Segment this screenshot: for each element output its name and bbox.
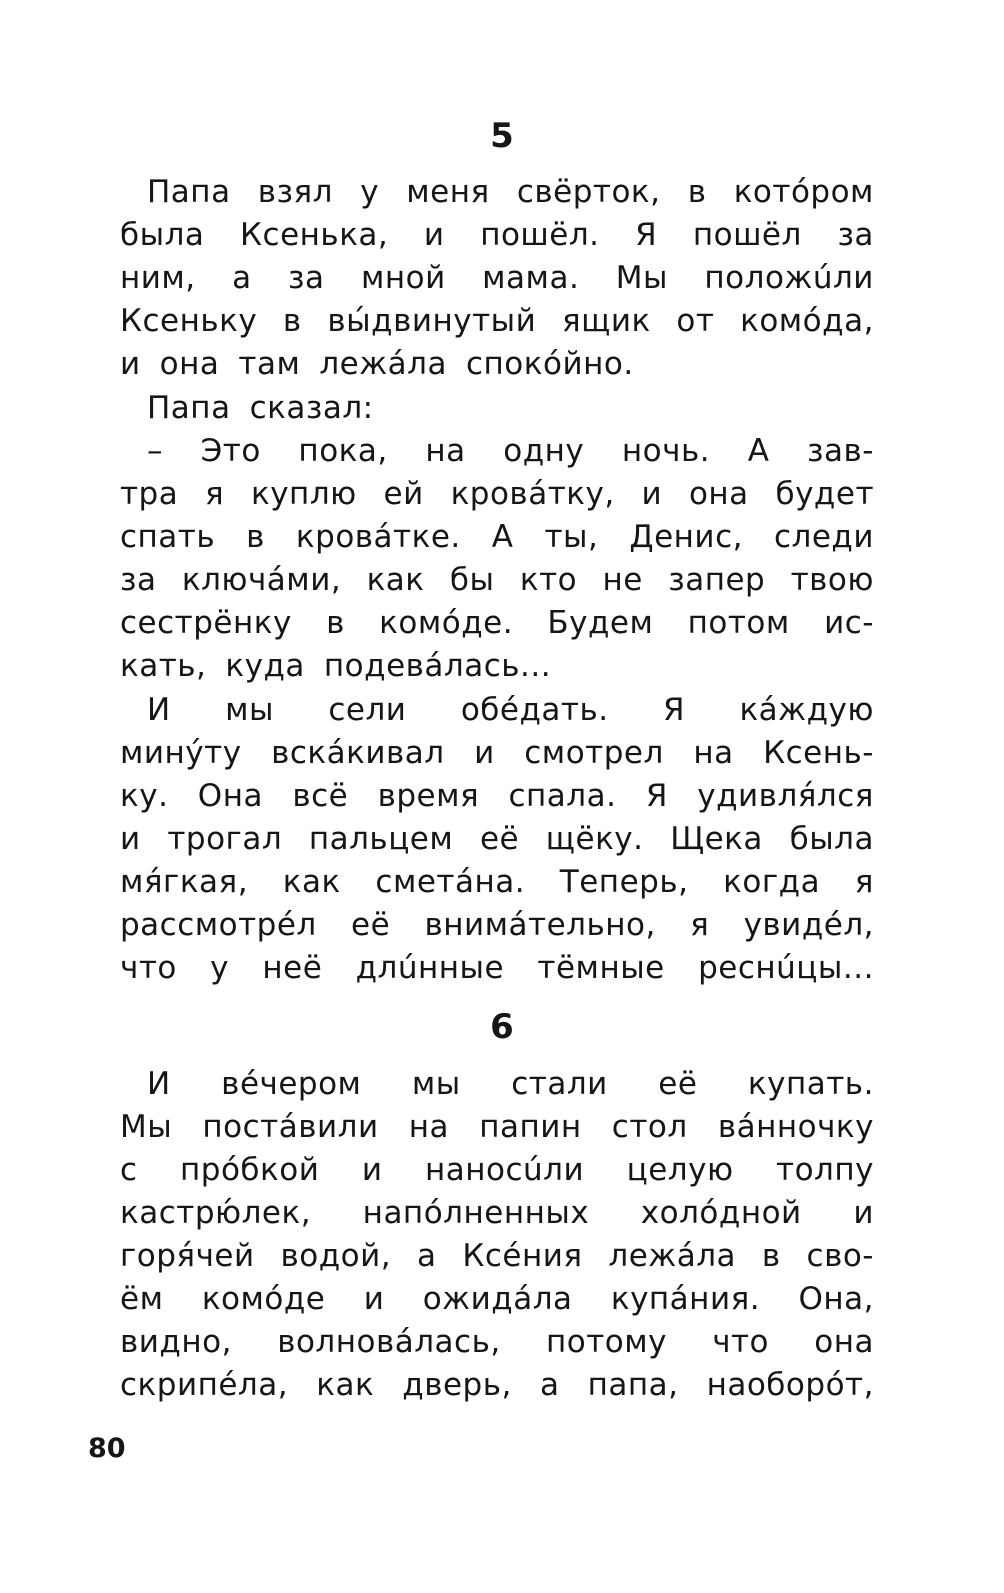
word: подевáлась... xyxy=(323,648,552,684)
word: пока, xyxy=(298,433,388,469)
word: кровáтку, xyxy=(450,476,615,512)
text-line xyxy=(120,1234,874,1278)
word: кто xyxy=(519,562,578,598)
word: в xyxy=(246,519,265,555)
text-line xyxy=(120,817,874,861)
word: на xyxy=(425,433,466,469)
word: спать xyxy=(120,519,216,555)
word: и xyxy=(120,346,141,382)
word: комóде xyxy=(201,1281,326,1317)
word: всё xyxy=(292,778,349,814)
text-line xyxy=(120,1105,874,1149)
word: свёрток, xyxy=(516,174,661,210)
word: скрипéла, xyxy=(120,1367,289,1403)
word: наобoрóт, xyxy=(706,1367,874,1403)
word: Ксéния xyxy=(462,1238,583,1274)
word: спала. xyxy=(508,778,617,814)
text-line xyxy=(120,1277,874,1321)
word: за xyxy=(120,562,157,598)
word: я xyxy=(690,907,710,943)
word: у xyxy=(360,174,380,210)
word: сестрёнку xyxy=(120,605,292,641)
word: Щека xyxy=(670,821,763,857)
word: мы xyxy=(411,1066,461,1102)
word: А xyxy=(491,519,514,555)
word: ём xyxy=(120,1281,164,1317)
text-line xyxy=(120,1363,874,1407)
word: обéдать. xyxy=(460,692,609,728)
word: котóром xyxy=(733,174,874,210)
text-line xyxy=(120,946,874,990)
word: длúнные xyxy=(355,950,505,986)
word: смотрел xyxy=(524,735,664,771)
word: папин xyxy=(479,1109,582,1145)
word: напóлненных xyxy=(362,1195,590,1231)
word: прóбкой xyxy=(180,1152,320,1188)
word: на xyxy=(693,735,734,771)
word: в xyxy=(326,605,345,641)
word: купать. xyxy=(747,1066,874,1102)
word: Папа xyxy=(147,174,231,210)
text-line xyxy=(147,1062,874,1106)
word: она xyxy=(688,476,749,512)
word: – xyxy=(147,433,163,469)
text-line xyxy=(120,472,874,516)
word: и xyxy=(853,1195,874,1231)
word: положúли xyxy=(704,260,874,296)
word: вы́двинутый xyxy=(327,303,537,339)
word: была xyxy=(789,821,874,857)
word: холóдной xyxy=(640,1195,802,1231)
word: водой, xyxy=(280,1238,392,1274)
word: удивля́лся xyxy=(697,778,874,814)
word: ним, xyxy=(120,260,196,296)
text-line xyxy=(120,342,874,386)
word: как xyxy=(316,1367,375,1403)
word: Ксеньку xyxy=(120,303,258,339)
word: одну xyxy=(503,433,585,469)
text-line xyxy=(120,601,874,645)
word: её xyxy=(479,821,520,857)
word: потом xyxy=(687,605,790,641)
word: и xyxy=(641,476,663,512)
chapter-heading-5: 5 xyxy=(490,116,514,156)
word: и xyxy=(474,735,495,771)
word: ты, xyxy=(544,519,599,555)
word: твою xyxy=(790,562,874,598)
word: она xyxy=(814,1324,874,1360)
word: наносúли xyxy=(424,1152,585,1188)
word: трогал xyxy=(167,821,283,857)
text-line xyxy=(120,860,874,904)
word: куда xyxy=(225,648,305,684)
word: время xyxy=(377,778,480,814)
word: Я xyxy=(645,778,668,814)
word: за xyxy=(837,217,874,253)
word: я xyxy=(205,476,225,512)
word: целую xyxy=(626,1152,734,1188)
word: лежáла xyxy=(608,1238,737,1274)
text-line xyxy=(147,429,874,473)
word: купáния. xyxy=(610,1281,761,1317)
word: вáнночку xyxy=(717,1109,874,1145)
word: Это xyxy=(200,433,261,469)
text-line xyxy=(120,774,874,818)
word: кáждую xyxy=(739,692,874,728)
word: Она, xyxy=(798,1281,874,1317)
word: меня xyxy=(406,174,490,210)
word: пошёл xyxy=(692,217,802,253)
text-line xyxy=(120,213,874,257)
page-number: 80 xyxy=(88,1433,126,1464)
word: дверь, xyxy=(402,1367,512,1403)
word: кастрю́лек, xyxy=(120,1195,312,1231)
text-line xyxy=(120,1191,874,1235)
word: сказал: xyxy=(249,390,374,426)
word: там xyxy=(238,346,301,382)
word: мама. xyxy=(482,260,580,296)
word: пошёл. xyxy=(480,217,600,253)
word: щёку. xyxy=(545,821,644,857)
word: её xyxy=(658,1066,698,1102)
text-line xyxy=(147,170,874,214)
word: зав- xyxy=(807,433,874,469)
word: запер xyxy=(668,562,766,598)
word: потому xyxy=(545,1324,667,1360)
word: бы xyxy=(449,562,495,598)
word: спокóйно. xyxy=(465,346,634,382)
word: и xyxy=(363,1281,385,1317)
word: она xyxy=(159,346,220,382)
word: сметáна. xyxy=(375,864,526,900)
word: сво- xyxy=(806,1238,874,1274)
word: Я xyxy=(663,692,686,728)
text-line xyxy=(120,644,874,688)
word: комóде. xyxy=(379,605,514,641)
word: ящик xyxy=(561,303,651,339)
word: Папа xyxy=(147,390,231,426)
word: папа, xyxy=(587,1367,679,1403)
word: была xyxy=(120,217,205,253)
word: на xyxy=(408,1109,450,1145)
word: Мы xyxy=(615,260,668,296)
word: стали xyxy=(511,1066,608,1102)
word: рассмотрéл xyxy=(120,907,317,943)
word: в xyxy=(687,174,707,210)
word: а xyxy=(539,1367,560,1403)
word: я xyxy=(854,864,874,900)
word: следи xyxy=(773,519,874,555)
text-line xyxy=(147,386,874,430)
word: её xyxy=(351,907,391,943)
word: как xyxy=(366,562,425,598)
word: что xyxy=(120,950,177,986)
word: И xyxy=(147,692,171,728)
word: лежáла xyxy=(319,346,447,382)
text-line xyxy=(147,688,874,732)
word: Денис, xyxy=(629,519,743,555)
word: мя́гкая, xyxy=(120,864,249,900)
word: с xyxy=(120,1152,138,1188)
word: взял xyxy=(257,174,333,210)
word: что xyxy=(712,1324,770,1360)
word: внимáтельно, xyxy=(424,907,656,943)
word: Будем xyxy=(547,605,654,641)
word: стол xyxy=(611,1109,688,1145)
text-line xyxy=(120,299,874,343)
word: неё xyxy=(262,950,323,986)
word: видно, xyxy=(120,1324,232,1360)
word: мы xyxy=(225,692,274,728)
word: мной xyxy=(360,260,446,296)
text-line xyxy=(120,256,874,300)
word: комóда, xyxy=(740,303,874,339)
word: в xyxy=(282,303,302,339)
word: ку. xyxy=(120,778,169,814)
word: куплю xyxy=(250,476,357,512)
word: когда xyxy=(723,864,821,900)
word: Мы xyxy=(120,1109,173,1145)
word: и xyxy=(120,821,141,857)
text-line xyxy=(120,1148,874,1192)
word: как xyxy=(282,864,341,900)
word: ей xyxy=(383,476,424,512)
word: Ксенька, xyxy=(240,217,389,253)
word: а xyxy=(232,260,252,296)
word: кровáтке. xyxy=(295,519,461,555)
word: сели xyxy=(328,692,407,728)
word: ночь. xyxy=(621,433,711,469)
text-line xyxy=(120,903,874,947)
word: вéчером xyxy=(221,1066,362,1102)
text-line xyxy=(120,1320,874,1364)
word: Ксень- xyxy=(763,735,874,771)
word: не xyxy=(602,562,643,598)
word: волновáлась, xyxy=(277,1324,501,1360)
word: у xyxy=(210,950,230,986)
word: кать, xyxy=(120,648,207,684)
word: минýту xyxy=(120,735,242,771)
word: пальцем xyxy=(308,821,454,857)
word: тра xyxy=(120,476,179,512)
word: от xyxy=(676,303,715,339)
word: Я xyxy=(635,217,658,253)
word: вскáкивал xyxy=(271,735,445,771)
chapter-heading-6: 6 xyxy=(490,1007,514,1047)
word: горя́чей xyxy=(120,1238,255,1274)
word: и xyxy=(361,1152,383,1188)
text-line xyxy=(120,515,874,559)
text-line xyxy=(120,731,874,775)
word: ис- xyxy=(824,605,874,641)
word: Она xyxy=(197,778,263,814)
word: реснúцы... xyxy=(698,950,874,986)
word: в xyxy=(761,1238,781,1274)
word: и xyxy=(423,217,445,253)
word: увидéл, xyxy=(743,907,874,943)
text-line xyxy=(120,558,874,602)
word: ожидáла xyxy=(422,1281,573,1317)
word: толпу xyxy=(776,1152,874,1188)
word: за xyxy=(288,260,325,296)
word: ключáми, xyxy=(181,562,342,598)
word: тёмные xyxy=(537,950,665,986)
word: И xyxy=(147,1066,171,1102)
word: Теперь, xyxy=(559,864,689,900)
word: постáвили xyxy=(202,1109,379,1145)
word: а xyxy=(416,1238,437,1274)
word: будет xyxy=(775,476,874,512)
word: А xyxy=(747,433,770,469)
